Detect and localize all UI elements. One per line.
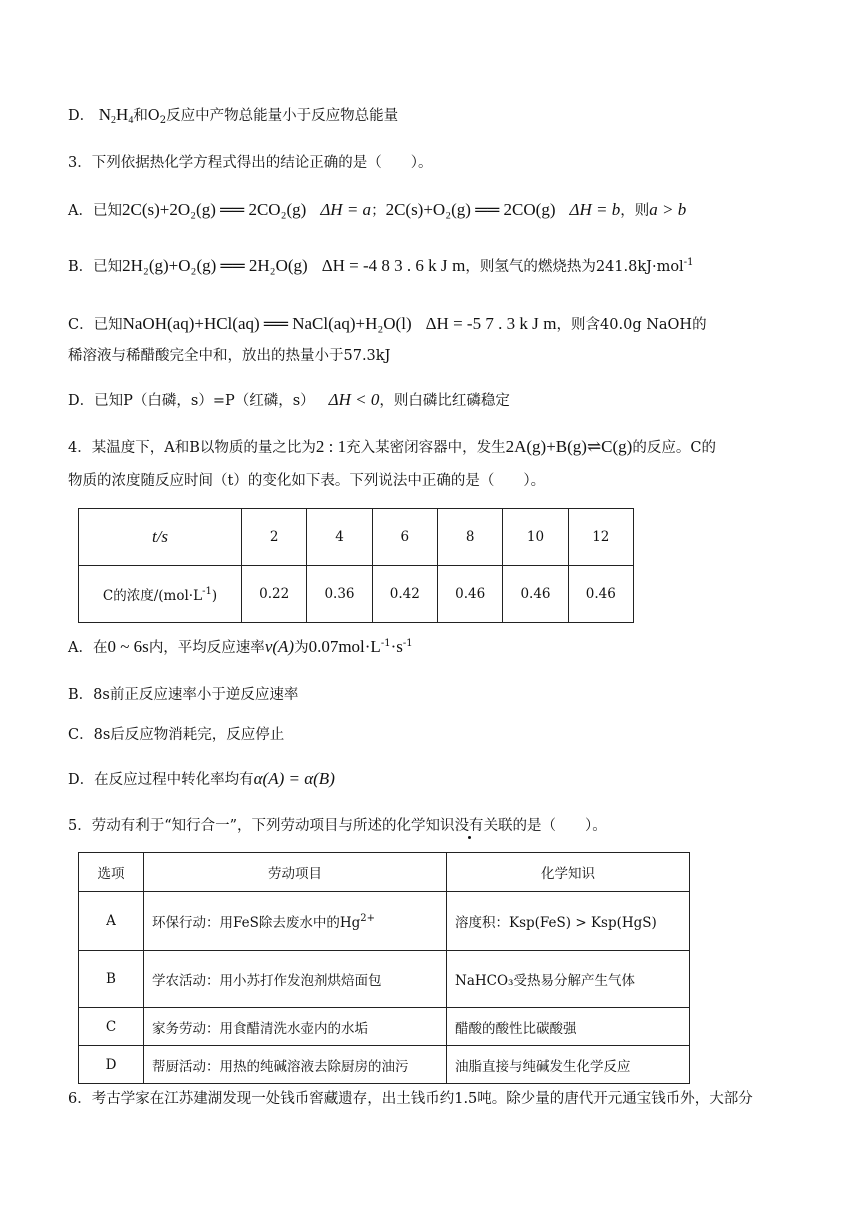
project-cell: 学农活动：用小苏打作发泡剂烘焙面包: [144, 951, 447, 1008]
stem-post: 的反应。C的: [632, 440, 716, 456]
emphasis-word: 没有: [454, 818, 484, 834]
conclusion: ，则白磷比红磷稳定: [379, 393, 510, 409]
stem-post: 关联的是（ ）。: [483, 818, 607, 834]
unit-seconds: ·s: [390, 637, 403, 656]
time-cell: 6: [372, 509, 437, 566]
equation-1: 2C(s)+2O₂(g) ══ 2CO₂(g): [121, 200, 307, 219]
concentration-cell: 0.46: [437, 566, 502, 623]
option-label: D．: [68, 108, 95, 124]
q2-option-d: D． $N_2H_4$和$O_2$反应中产物总能量小于反应物总能量: [68, 105, 399, 126]
option-cell: C: [79, 1008, 144, 1046]
project-cell: 帮厨活动：用热的纯碱溶液去除厨房的油污: [144, 1046, 447, 1084]
conversion-equation: α(A) = α(B): [253, 769, 335, 788]
q4-option-d: [68, 768, 800, 791]
separator: ；: [371, 203, 386, 219]
stem-pre: 4．某温度下，A和B以物质的量之比为: [68, 440, 316, 456]
header-option: 选项: [79, 853, 144, 892]
delta-h-2: ΔH = b: [569, 200, 621, 219]
delta-h-1: ΔH = a: [320, 200, 372, 219]
text-mid: 和O: [133, 108, 160, 124]
opt-post: 为: [294, 640, 309, 656]
project-cell: 家务劳动：用食醋清洗水壶内的水垢: [144, 1008, 447, 1046]
concentration-cell: 0.36: [307, 566, 372, 623]
header-project: 劳动项目: [144, 853, 447, 892]
conclusion: ，则含40.0g NaOH的: [556, 317, 707, 333]
time-cell: 4: [307, 509, 372, 566]
q4-option-a: A．在0 ~ 6s内，平均反应速率v(A)为$0.07mol\cdot L^{-1}\cdot s^{-1}$: [68, 637, 413, 656]
knowledge-cell: 油脂直接与纯碱发生化学反应: [447, 1046, 690, 1084]
rate-symbol: v(A): [264, 637, 295, 656]
table-row: [79, 566, 634, 623]
q5-stem: [68, 815, 800, 837]
text-post: 反应中产物总能量小于反应物总能量: [166, 108, 399, 124]
option-label: C．已知: [68, 317, 123, 333]
rate-value: 0.07mol·L: [308, 637, 381, 656]
table-header-row: [79, 853, 690, 892]
delta-h: ΔH = -5 7 . 3 k J: [425, 314, 539, 333]
q3-option-b: B．已知2H₂(g)+O₂(g) ══ 2H₂O(g) ΔH = -4 8 3 . 6 k J m，则氢气的燃烧热为241.8kJ·mol$^{-1}$: [68, 256, 694, 275]
labor-knowledge-table: [78, 852, 690, 1084]
time-cell: 2: [242, 509, 307, 566]
option-cell: A: [79, 892, 144, 951]
table-row: [79, 892, 690, 951]
q4-stem-line2: 物质的浓度随反应时间（t）的变化如下表。下列说法中正确的是（ ）。: [68, 473, 546, 489]
q3-option-c: [68, 313, 800, 336]
q4-stem-line1: [68, 436, 800, 459]
opt-pre: D．在反应过程中转化率均有: [68, 772, 254, 788]
equation: 2H₂(g)+O₂(g) ══ 2H₂O(g): [122, 256, 308, 275]
header-time: t/s: [79, 509, 242, 566]
q3-option-c-line2: 稀溶液与稀醋酸完全中和，放出的热量小于57.3kJ: [68, 348, 391, 364]
equation: NaOH(aq)+HCl(aq) ══ NaCl(aq)+H₂O(l): [122, 314, 412, 333]
table-row: [79, 1046, 690, 1084]
option-label: A．已知: [68, 203, 122, 219]
concentration-cell: 0.46: [568, 566, 633, 623]
q4-option-b: B．8s前正反应速率小于逆反应速率: [68, 687, 299, 703]
time-cell: 12: [568, 509, 633, 566]
unit: m: [452, 256, 466, 275]
knowledge-cell: NaHCO₃受热易分解产生气体: [447, 951, 690, 1008]
concentration-cell: 0.46: [503, 566, 568, 623]
time-cell: 10: [503, 509, 568, 566]
reaction: 2A(g)+B(g)⇌C(g): [505, 437, 633, 456]
option-cell: D: [79, 1046, 144, 1084]
concentration-table: [78, 508, 634, 623]
q6-stem: 6．考古学家在江苏建湖发现一处钱币窖藏遗存，出土钱币约1.5吨。除少量的唐代开元通宝钱币外，大部分: [68, 1091, 753, 1107]
conclusion-prefix: ，则: [620, 203, 650, 219]
formula-n2h4: $N_2H_4$: [98, 105, 134, 126]
table-row: [79, 509, 634, 566]
knowledge-cell: 醋酸的酸性比碳酸强: [447, 1008, 690, 1046]
concentration-cell: 0.22: [242, 566, 307, 623]
q4-option-c: C．8s后反应物消耗完，反应停止: [68, 727, 285, 743]
unit: m: [543, 314, 557, 333]
concentration-cell: 0.42: [372, 566, 437, 623]
delta-h: ΔH = -4 8 3 . 6 k J: [321, 256, 448, 275]
q3-option-a: [68, 199, 800, 222]
stem-pre: 5．劳动有利于“知行合一”，下列劳动项目与所述的化学知识: [68, 818, 455, 834]
option-cell: B: [79, 951, 144, 1008]
time-cell: 8: [437, 509, 502, 566]
stem-mid: 充入某密闭容器中，发生: [346, 440, 506, 456]
table-row: [79, 1008, 690, 1046]
q3-option-d: [68, 389, 800, 412]
ratio: 2 : 1: [315, 437, 347, 456]
opt-pre: A．在: [68, 640, 108, 656]
option-label: B．已知: [68, 259, 123, 275]
conclusion: ，则氢气的燃烧热为241.8kJ·mol: [465, 259, 684, 275]
project-cell: 环保行动：用FeS除去废水中的$Hg^{2+}$: [144, 892, 447, 951]
opt-mid: 内，平均反应速率: [148, 640, 265, 656]
delta-h: ΔH < 0: [328, 390, 380, 409]
header-knowledge: 化学知识: [447, 853, 690, 892]
knowledge-cell: 溶度积：Ksp(FeS) > Ksp(HgS): [447, 892, 690, 951]
option-text: D．已知P（白磷，s）=P（红磷，s）: [68, 393, 315, 409]
q3-stem: 3．下列依据热化学方程式得出的结论正确的是（ ）。: [68, 155, 433, 171]
time-range: 0 ~ 6s: [107, 637, 149, 656]
table-row: [79, 951, 690, 1008]
row-label-concentration: C的浓度$/(mol\cdot L^{-1})$: [79, 566, 242, 623]
equation-2: 2C(s)+O₂(g) ══ 2CO(g): [385, 200, 556, 219]
conclusion: a > b: [649, 200, 687, 219]
